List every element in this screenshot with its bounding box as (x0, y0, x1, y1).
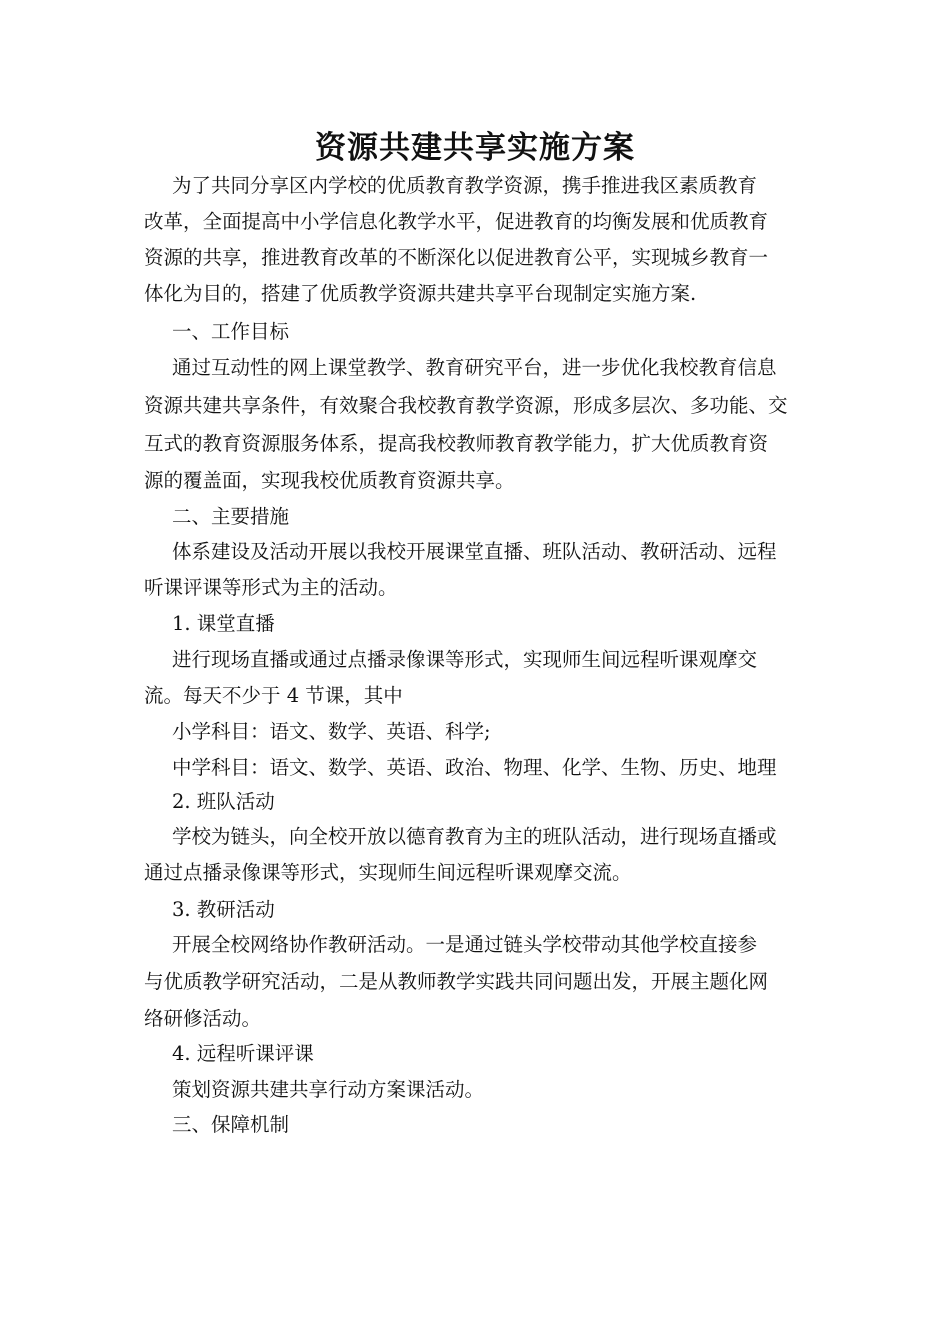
subsection-heading: 1. 课堂直播 (172, 612, 275, 635)
paragraph-line: 流。每天不少于 4 节课，其中 (144, 684, 403, 707)
subsection-heading: 2. 班队活动 (172, 790, 275, 813)
paragraph-line: 策划资源共建共享行动方案课活动。 (172, 1078, 485, 1101)
paragraph-line: 资源的共享，推进教育改革的不断深化以促进教育公平，实现城乡教育一 (144, 246, 769, 269)
paragraph-line: 学校为链头，向全校开放以德育教育为主的班队活动，进行现场直播或 (172, 825, 777, 848)
subsection-heading: 3. 教研活动 (172, 898, 275, 921)
section-heading: 三、保障机制 (172, 1113, 290, 1136)
document-title: 资源共建共享实施方案 (315, 130, 635, 166)
paragraph-line: 体系建设及活动开展以我校开展课堂直播、班队活动、教研活动、远程 (172, 540, 777, 563)
paragraph-line: 源的覆盖面，实现我校优质教育资源共享。 (144, 469, 515, 492)
paragraph-line: 体化为目的，搭建了优质教学资源共建共享平台现制定实施方案. (144, 282, 697, 305)
paragraph-line: 为了共同分享区内学校的优质教育教学资源，携手推进我区素质教育 (172, 174, 758, 197)
paragraph-line: 互式的教育资源服务体系，提高我校教师教育教学能力，扩大优质教育资 (144, 432, 769, 455)
section-heading: 一、工作目标 (172, 320, 290, 343)
paragraph-line: 进行现场直播或通过点播录像课等形式，实现师生间远程听课观摩交 (172, 648, 758, 671)
paragraph-line: 听课评课等形式为主的活动。 (144, 576, 398, 599)
subsection-heading: 4. 远程听课评课 (172, 1042, 314, 1065)
section-heading: 二、主要措施 (172, 505, 290, 528)
paragraph-line: 改革，全面提高中小学信息化教学水平，促进教育的均衡发展和优质教育 (144, 210, 769, 233)
paragraph-line: 通过互动性的网上课堂教学、教育研究平台，进一步优化我校教育信息 (172, 356, 777, 379)
paragraph-line: 络研修活动。 (144, 1007, 262, 1030)
paragraph-line: 中学科目：语文、数学、英语、政治、物理、化学、生物、历史、地理 (172, 756, 777, 779)
paragraph-line: 与优质教学研究活动，二是从教师教学实践共同问题出发，开展主题化网 (144, 970, 769, 993)
paragraph-line: 开展全校网络协作教研活动。一是通过链头学校带动其他学校直接参 (172, 933, 758, 956)
paragraph-line: 小学科目：语文、数学、英语、科学; (172, 720, 491, 743)
paragraph-line: 资源共建共享条件，有效聚合我校教育教学资源，形成多层次、多功能、交 (144, 394, 788, 417)
paragraph-line: 通过点播录像课等形式，实现师生间远程听课观摩交流。 (144, 861, 632, 884)
